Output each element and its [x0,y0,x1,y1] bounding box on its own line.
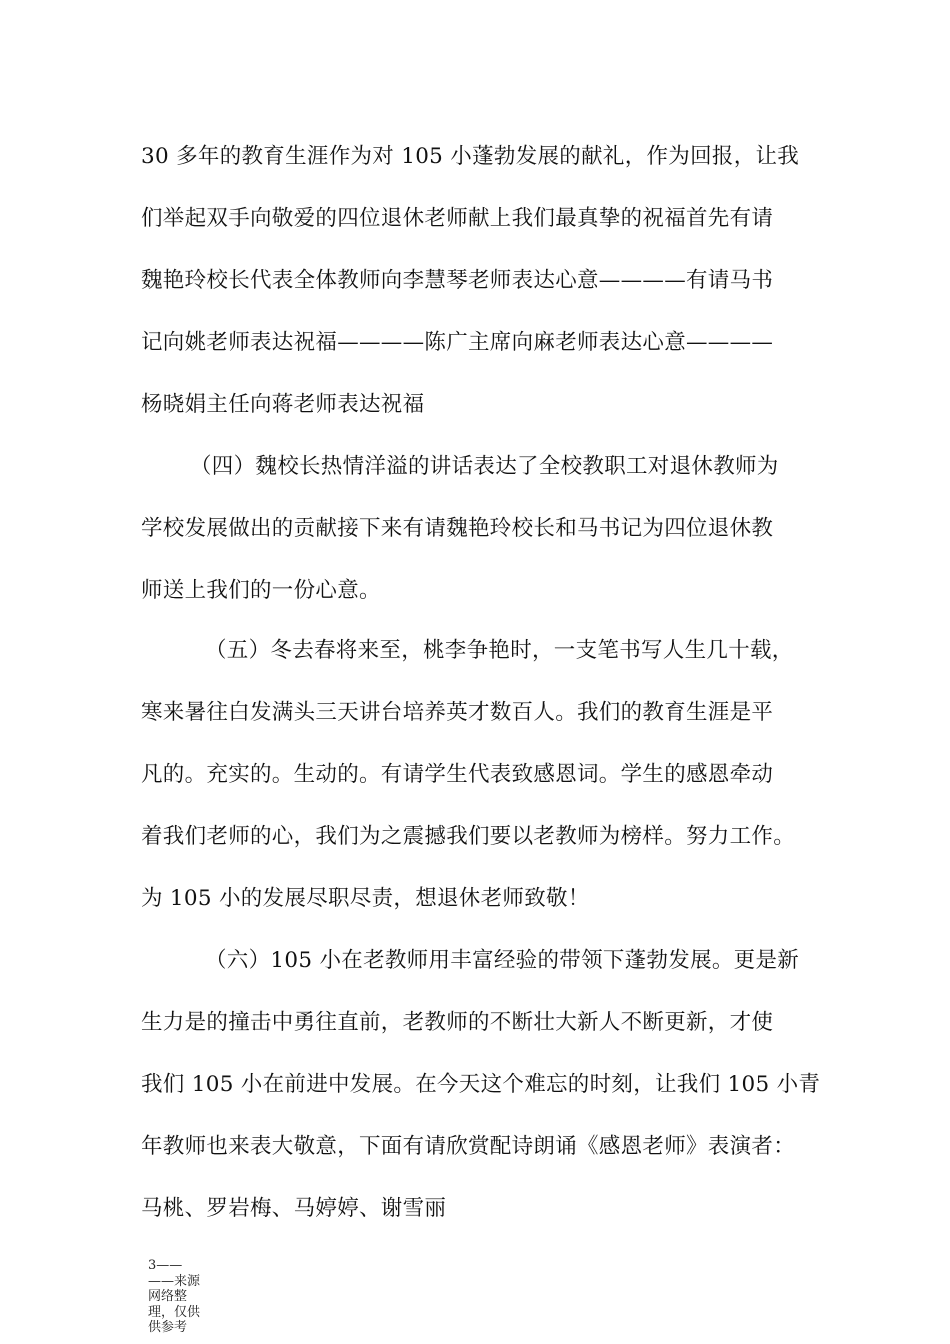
paragraph-line: （四）魏校长热情洋溢的讲话表达了全校教职工对退休教师为 [190,454,779,479]
paragraph-line: 杨晓娟主任向蒋老师表达祝福 [141,392,425,417]
paragraph-line: 30 多年的教育生涯作为对 105 小蓬勃发展的献礼，作为回报，让我 [141,144,800,169]
paragraph-line: 为 105 小的发展尽职尽责，想退休老师致敬！ [141,886,590,911]
paragraph-line: 魏艳玲校长代表全体教师向李慧琴老师表达心意————有请马书 [141,268,774,293]
paragraph-line: 记向姚老师表达祝福————陈广主席向麻老师表达心意———— [141,330,774,355]
paragraph-line: 师送上我们的一份心意。 [141,578,381,603]
paragraph-line: 马桃、罗岩梅、马婷婷、谢雪丽 [141,1196,447,1221]
paragraph-line: 着我们老师的心，我们为之震撼我们要以老教师为榜样。努力工作。 [141,824,796,849]
paragraph-line: （六）105 小在老教师用丰富经验的带领下蓬勃发展。更是新 [205,948,800,973]
paragraph-line: 们举起双手向敬爱的四位退休老师献上我们最真挚的祝福首先有请 [141,206,774,231]
paragraph-line: 寒来暑往白发满头三天讲台培养英才数百人。我们的教育生涯是平 [141,700,774,725]
page-footer-note: 3—— ——来源网络整理，仅供供参考 [148,1258,201,1335]
paragraph-line: 年教师也来表大敬意，下面有请欣赏配诗朗诵《感恩老师》表演者： [141,1134,796,1159]
paragraph-line: 学校发展做出的贡献接下来有请魏艳玲校长和马书记为四位退休教 [141,516,774,541]
paragraph-line: 凡的。充实的。生动的。有请学生代表致感恩词。学生的感恩牵动 [141,762,774,787]
paragraph-line: 生力是的撞击中勇往直前，老教师的不断壮大新人不断更新，才使 [141,1010,774,1035]
paragraph-line: 我们 105 小在前进中发展。在今天这个难忘的时刻，让我们 105 小青 [141,1072,821,1097]
paragraph-line: （五）冬去春将来至，桃李争艳时，一支笔书写人生几十载， [205,638,794,663]
